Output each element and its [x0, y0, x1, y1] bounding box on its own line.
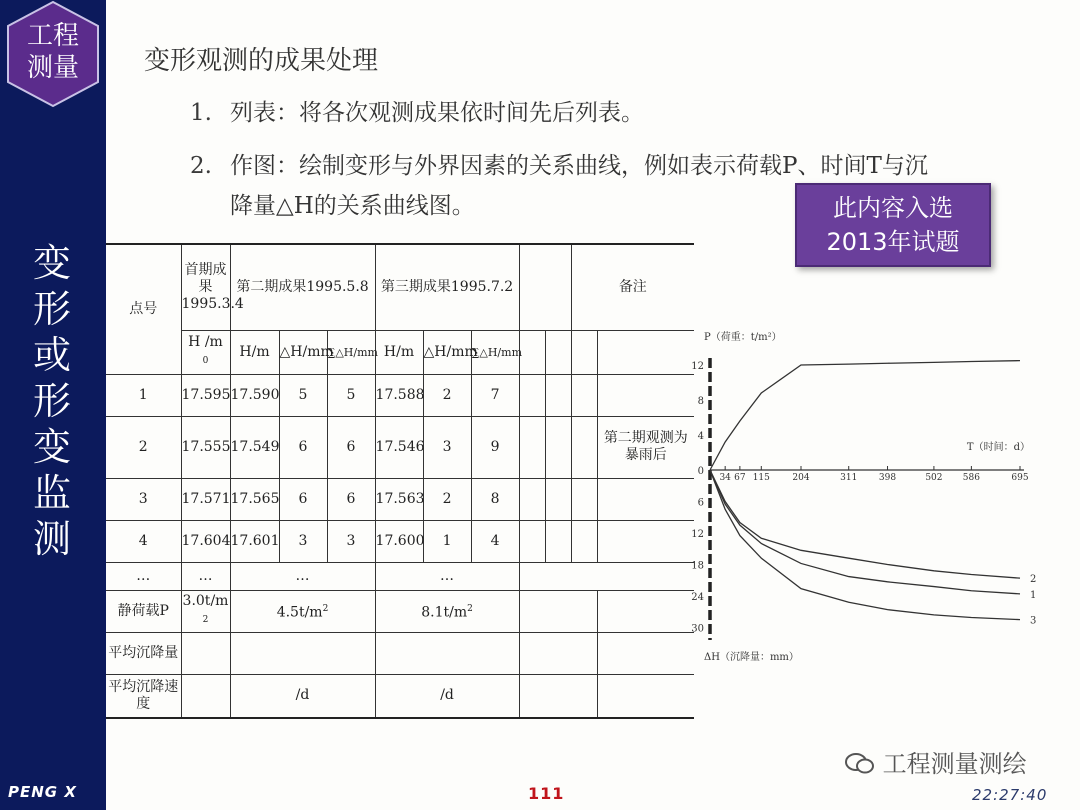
- header-third-period: 第三期成果1995.7.2: [375, 244, 519, 330]
- list-text-line-2: 降量△H的关系曲线图。: [230, 193, 475, 219]
- x-tick-label: 311: [840, 473, 858, 483]
- header-dh: △H/mm: [423, 330, 471, 374]
- observation-table: [106, 243, 694, 719]
- bottom-axis-label: ΔH（沉降量：mm）: [704, 652, 799, 663]
- top-axis-label: P（荷重：t/m²）: [704, 332, 782, 343]
- course-badge: [6, 0, 100, 108]
- x-tick-label: 34: [719, 473, 731, 483]
- avg-settlement-row: 平均沉降量: [106, 632, 694, 674]
- x-tick-label: 502: [925, 473, 943, 483]
- table-row: 3 17.571 17.565 6 6 17.563 2 8: [106, 478, 694, 520]
- exam-callout: [795, 183, 991, 267]
- callout-line-1: 此内容入选: [833, 194, 953, 222]
- p-tick-label: 4: [697, 431, 704, 442]
- series-label: 2: [1030, 574, 1037, 586]
- table-row: 4 17.604 17.601 3 3 17.600 1 4: [106, 520, 694, 562]
- p-tick-label: 8: [697, 396, 704, 407]
- section-title: 变形或形变监测: [32, 241, 71, 561]
- list-number: 1.: [190, 100, 212, 126]
- header-h: H/m: [230, 330, 279, 374]
- list-item-1: [190, 94, 644, 127]
- badge-line-1: 工程: [26, 21, 79, 51]
- load-row: 静荷载P 3.0t/m 2 $4.5t/m^2$ $8.1t/m^2$: [106, 590, 694, 632]
- dh-tick-label: 30: [691, 623, 704, 635]
- callout-line-2: 2013年试题: [826, 228, 960, 256]
- sidebar: [0, 0, 106, 810]
- load-settlement-chart: [691, 318, 1050, 670]
- list-text-line-1: 作图：绘制变形与外界因素的关系曲线，例如表示荷载P、时间T与沉: [230, 153, 928, 179]
- settlement-curve: [710, 470, 1020, 620]
- settlement-curve: [710, 470, 1020, 578]
- page-number: 111: [528, 784, 565, 803]
- table-row: … … … …: [106, 562, 694, 590]
- slide-heading: 变形观测的成果处理: [144, 46, 379, 76]
- header-first-period: 首期成果1995.3.4: [181, 244, 230, 330]
- remark-cell: 第二期观测为暴雨后: [597, 416, 694, 478]
- x-tick-label: 586: [962, 473, 980, 483]
- badge-line-2: 测量: [26, 53, 79, 83]
- series-label: 3: [1030, 615, 1037, 627]
- table-row: 1 17.595 17.590 5 5 17.588 2 7: [106, 374, 694, 416]
- table-row: 2 17.555 17.549 6 6 17.546 3 9 第二期观测为暴雨后: [106, 416, 694, 478]
- dh-tick-label: 18: [691, 560, 704, 572]
- x-axis-label: T（时间：d）: [966, 442, 1030, 453]
- header-dh: △H/mm: [279, 330, 327, 374]
- settlement-curve: [710, 470, 1020, 594]
- x-tick-label: 204: [792, 473, 810, 483]
- header-point: 点号: [106, 244, 181, 374]
- header-remark: 备注: [571, 244, 694, 330]
- p-tick-label: 12: [691, 361, 704, 372]
- header-second-period: 第二期成果1995.5.8: [230, 244, 375, 330]
- header-sum-dh: ∑△H/mm: [471, 330, 519, 374]
- dh-tick-label: 24: [691, 592, 704, 603]
- x-tick-label: 398: [878, 473, 897, 483]
- clock: 22:27:40: [972, 786, 1048, 804]
- watermark-text: 工程测量测绘: [882, 750, 1027, 778]
- header-sum-dh: ∑△H/mm: [327, 330, 375, 374]
- load-curve: [710, 361, 1020, 470]
- series-label: 1: [1030, 589, 1037, 601]
- dh-tick-label: 6: [697, 497, 704, 509]
- list-text: 列表：将各次观测成果依时间先后列表。: [230, 100, 644, 126]
- origin-label: 0: [697, 466, 704, 477]
- author-label: PENG X: [8, 783, 77, 801]
- dh-tick-label: 12: [691, 529, 704, 540]
- list-number: 2.: [190, 153, 212, 179]
- wechat-icon: [845, 751, 875, 775]
- watermark: [845, 744, 1027, 779]
- x-tick-label: 115: [752, 473, 770, 483]
- header-h: H/m: [375, 330, 423, 374]
- x-tick-label: 67: [734, 473, 746, 483]
- x-tick-label: 695: [1011, 473, 1029, 483]
- header-h0: H /m 0: [181, 330, 230, 374]
- avg-rate-row: 平均沉降速度 /d /d: [106, 674, 694, 718]
